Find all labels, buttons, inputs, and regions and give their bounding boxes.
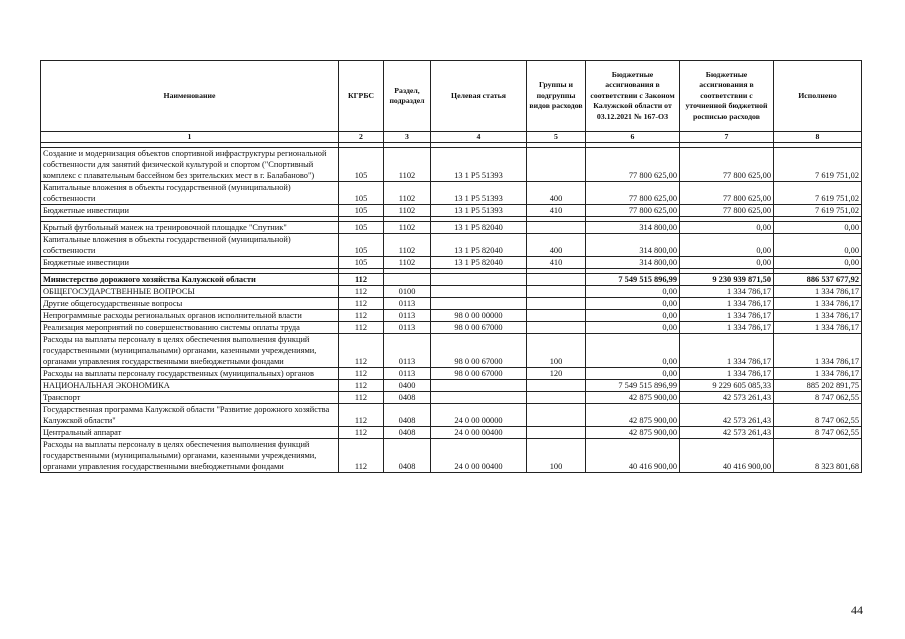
column-number: 2	[339, 132, 384, 143]
row-section: 0400	[384, 380, 431, 392]
row-target: 24 0 00 00400	[431, 439, 527, 473]
header-law: Бюджетные ассигнования в соответствии с Законом Калужской области от 03.12.2021 № 167-ОЗ	[586, 61, 680, 132]
row-kgrbs: 105	[339, 148, 384, 182]
row-section: 1102	[384, 234, 431, 257]
row-section: 0113	[384, 334, 431, 368]
row-group	[527, 148, 586, 182]
row-group	[527, 404, 586, 427]
row-executed: 1 334 786,17	[774, 298, 862, 310]
row-section: 0408	[384, 404, 431, 427]
row-refined: 1 334 786,17	[680, 334, 774, 368]
row-section: 0100	[384, 286, 431, 298]
column-number: 3	[384, 132, 431, 143]
row-refined: 1 334 786,17	[680, 298, 774, 310]
row-law: 77 800 625,00	[586, 148, 680, 182]
row-section: 0408	[384, 427, 431, 439]
row-name: Капитальные вложения в объекты государственной (муниципальной) собственности	[41, 182, 339, 205]
page-number: 44	[851, 603, 863, 617]
column-number: 5	[527, 132, 586, 143]
table-row	[41, 404, 862, 427]
row-target: 98 0 00 67000	[431, 322, 527, 334]
row-kgrbs: 112	[339, 310, 384, 322]
row-law: 314 800,00	[586, 257, 680, 269]
row-executed: 7 619 751,02	[774, 148, 862, 182]
table-row	[41, 286, 862, 298]
table-row	[41, 380, 862, 392]
row-executed: 885 202 891,75	[774, 380, 862, 392]
row-kgrbs: 112	[339, 286, 384, 298]
row-refined: 9 229 605 085,33	[680, 380, 774, 392]
row-executed: 0,00	[774, 234, 862, 257]
row-target: 13 1 P5 51393	[431, 148, 527, 182]
row-target	[431, 274, 527, 286]
row-law: 0,00	[586, 322, 680, 334]
row-name: Непрограммные расходы региональных органов исполнительной власти	[41, 310, 339, 322]
row-kgrbs: 105	[339, 205, 384, 217]
table-row	[41, 427, 862, 439]
row-kgrbs: 112	[339, 322, 384, 334]
row-executed: 1 334 786,17	[774, 322, 862, 334]
row-executed: 8 323 801,68	[774, 439, 862, 473]
row-group	[527, 298, 586, 310]
row-group	[527, 274, 586, 286]
row-section: 1102	[384, 182, 431, 205]
row-law: 0,00	[586, 298, 680, 310]
row-section: 0113	[384, 298, 431, 310]
row-target: 13 1 P5 51393	[431, 182, 527, 205]
row-refined: 77 800 625,00	[680, 148, 774, 182]
table-row	[41, 205, 862, 217]
row-target	[431, 380, 527, 392]
row-name: Расходы на выплаты персоналу государственных (муниципальных) органов	[41, 368, 339, 380]
row-target	[431, 286, 527, 298]
budget-table	[40, 60, 862, 473]
row-section: 1102	[384, 257, 431, 269]
row-executed: 7 619 751,02	[774, 182, 862, 205]
row-law: 77 800 625,00	[586, 182, 680, 205]
header-row	[41, 61, 862, 132]
table-row	[41, 322, 862, 334]
row-refined: 0,00	[680, 222, 774, 234]
header-executed: Исполнено	[774, 61, 862, 132]
row-target: 98 0 00 00000	[431, 310, 527, 322]
row-law: 0,00	[586, 334, 680, 368]
row-executed: 886 537 677,92	[774, 274, 862, 286]
header-section: Раздел, подраздел	[384, 61, 431, 132]
row-name: Бюджетные инвестиции	[41, 257, 339, 269]
table-row	[41, 148, 862, 182]
row-kgrbs: 112	[339, 298, 384, 310]
row-law: 42 875 900,00	[586, 404, 680, 427]
row-kgrbs: 112	[339, 439, 384, 473]
row-name: Расходы на выплаты персоналу в целях обеспечения выполнения функций государственными (муниципальными) органами, казенными учреждениями, органами управления государственными внебюджетными фондами	[41, 334, 339, 368]
row-target: 98 0 00 67000	[431, 368, 527, 380]
row-executed: 0,00	[774, 257, 862, 269]
row-refined: 42 573 261,43	[680, 427, 774, 439]
row-refined: 1 334 786,17	[680, 322, 774, 334]
row-target: 13 1 P5 51393	[431, 205, 527, 217]
row-executed: 7 619 751,02	[774, 205, 862, 217]
column-number: 1	[41, 132, 339, 143]
column-number-row	[41, 132, 862, 143]
row-group: 410	[527, 205, 586, 217]
header-refined: Бюджетные ассигнования в соответствии с уточненной бюджетной росписью расходов	[680, 61, 774, 132]
row-group	[527, 322, 586, 334]
header-target: Целевая статья	[431, 61, 527, 132]
row-name: Бюджетные инвестиции	[41, 205, 339, 217]
row-law: 7 549 515 896,99	[586, 274, 680, 286]
row-name: Реализация мероприятий по совершенствованию системы оплаты труда	[41, 322, 339, 334]
column-number: 8	[774, 132, 862, 143]
column-number: 4	[431, 132, 527, 143]
row-kgrbs: 112	[339, 334, 384, 368]
row-executed: 1 334 786,17	[774, 310, 862, 322]
row-kgrbs: 105	[339, 222, 384, 234]
row-law: 77 800 625,00	[586, 205, 680, 217]
row-target	[431, 298, 527, 310]
row-group: 400	[527, 234, 586, 257]
row-law: 314 800,00	[586, 234, 680, 257]
row-section: 0408	[384, 439, 431, 473]
row-name: Транспорт	[41, 392, 339, 404]
row-law: 314 800,00	[586, 222, 680, 234]
row-refined: 77 800 625,00	[680, 182, 774, 205]
row-kgrbs: 112	[339, 380, 384, 392]
row-refined: 42 573 261,43	[680, 392, 774, 404]
row-name: Министерство дорожного хозяйства Калужской области	[41, 274, 339, 286]
row-section: 1102	[384, 205, 431, 217]
table-row	[41, 234, 862, 257]
row-law: 0,00	[586, 368, 680, 380]
row-target: 13 1 P5 82040	[431, 257, 527, 269]
row-refined: 1 334 786,17	[680, 310, 774, 322]
row-section: 1102	[384, 222, 431, 234]
header-name: Наименование	[41, 61, 339, 132]
row-target: 13 1 P5 82040	[431, 234, 527, 257]
row-target: 98 0 00 67000	[431, 334, 527, 368]
row-kgrbs: 105	[339, 182, 384, 205]
table-row	[41, 298, 862, 310]
row-target: 24 0 00 00000	[431, 404, 527, 427]
header-groups: Группы и подгруппы видов расходов	[527, 61, 586, 132]
column-number: 6	[586, 132, 680, 143]
row-section: 0113	[384, 322, 431, 334]
row-refined: 9 230 939 871,50	[680, 274, 774, 286]
row-name: Капитальные вложения в объекты государственной (муниципальной) собственности	[41, 234, 339, 257]
table-row	[41, 334, 862, 368]
row-kgrbs: 105	[339, 257, 384, 269]
row-executed: 8 747 062,55	[774, 392, 862, 404]
row-kgrbs: 105	[339, 234, 384, 257]
row-section: 1102	[384, 148, 431, 182]
row-target: 13 1 P5 82040	[431, 222, 527, 234]
header-kgrbs: КГРБС	[339, 61, 384, 132]
row-group: 100	[527, 334, 586, 368]
table-row	[41, 368, 862, 380]
row-group: 100	[527, 439, 586, 473]
row-kgrbs: 112	[339, 404, 384, 427]
row-section: 0113	[384, 368, 431, 380]
row-kgrbs: 112	[339, 427, 384, 439]
row-target: 24 0 00 00400	[431, 427, 527, 439]
table-row	[41, 310, 862, 322]
row-name: ОБЩЕГОСУДАРСТВЕННЫЕ ВОПРОСЫ	[41, 286, 339, 298]
row-executed: 8 747 062,55	[774, 404, 862, 427]
table-row	[41, 257, 862, 269]
row-name: НАЦИОНАЛЬНАЯ ЭКОНОМИКА	[41, 380, 339, 392]
row-law: 42 875 900,00	[586, 392, 680, 404]
row-refined: 1 334 786,17	[680, 368, 774, 380]
table-row	[41, 392, 862, 404]
row-name: Государственная программа Калужской области "Развитие дорожного хозяйства Калужской области"	[41, 404, 339, 427]
table-row	[41, 439, 862, 473]
row-group: 400	[527, 182, 586, 205]
row-group	[527, 286, 586, 298]
row-refined: 0,00	[680, 257, 774, 269]
row-refined: 0,00	[680, 234, 774, 257]
table-row-ministry	[41, 274, 862, 286]
row-name: Крытый футбольный манеж на тренировочной площадке "Спутник"	[41, 222, 339, 234]
row-name: Другие общегосударственные вопросы	[41, 298, 339, 310]
row-law: 42 875 900,00	[586, 427, 680, 439]
row-kgrbs: 112	[339, 368, 384, 380]
column-number: 7	[680, 132, 774, 143]
row-executed: 0,00	[774, 222, 862, 234]
row-kgrbs: 112	[339, 274, 384, 286]
row-group	[527, 222, 586, 234]
row-executed: 1 334 786,17	[774, 334, 862, 368]
row-law: 40 416 900,00	[586, 439, 680, 473]
row-refined: 42 573 261,43	[680, 404, 774, 427]
row-executed: 1 334 786,17	[774, 286, 862, 298]
row-group: 120	[527, 368, 586, 380]
row-refined: 40 416 900,00	[680, 439, 774, 473]
row-law: 0,00	[586, 310, 680, 322]
row-target	[431, 392, 527, 404]
row-executed: 1 334 786,17	[774, 368, 862, 380]
row-executed: 8 747 062,55	[774, 427, 862, 439]
row-group	[527, 427, 586, 439]
row-group	[527, 392, 586, 404]
row-section: 0408	[384, 392, 431, 404]
row-group	[527, 310, 586, 322]
row-name: Центральный аппарат	[41, 427, 339, 439]
row-refined: 77 800 625,00	[680, 205, 774, 217]
row-group: 410	[527, 257, 586, 269]
row-law: 7 549 515 896,99	[586, 380, 680, 392]
row-group	[527, 380, 586, 392]
table-row	[41, 222, 862, 234]
row-kgrbs: 112	[339, 392, 384, 404]
row-law: 0,00	[586, 286, 680, 298]
row-name: Расходы на выплаты персоналу в целях обеспечения выполнения функций государственными (муниципальными) органами, казенными учреждениями, органами управления государственными внебюджетными фондами	[41, 439, 339, 473]
table-row	[41, 182, 862, 205]
row-section	[384, 274, 431, 286]
row-refined: 1 334 786,17	[680, 286, 774, 298]
row-name: Создание и модернизация объектов спортивной инфраструктуры региональной собственности для занятий физической культурой и спортом ("Спортивный комплекс с плавательным бассейном без зрительских мест в г. Балабаново")	[41, 148, 339, 182]
row-section: 0113	[384, 310, 431, 322]
